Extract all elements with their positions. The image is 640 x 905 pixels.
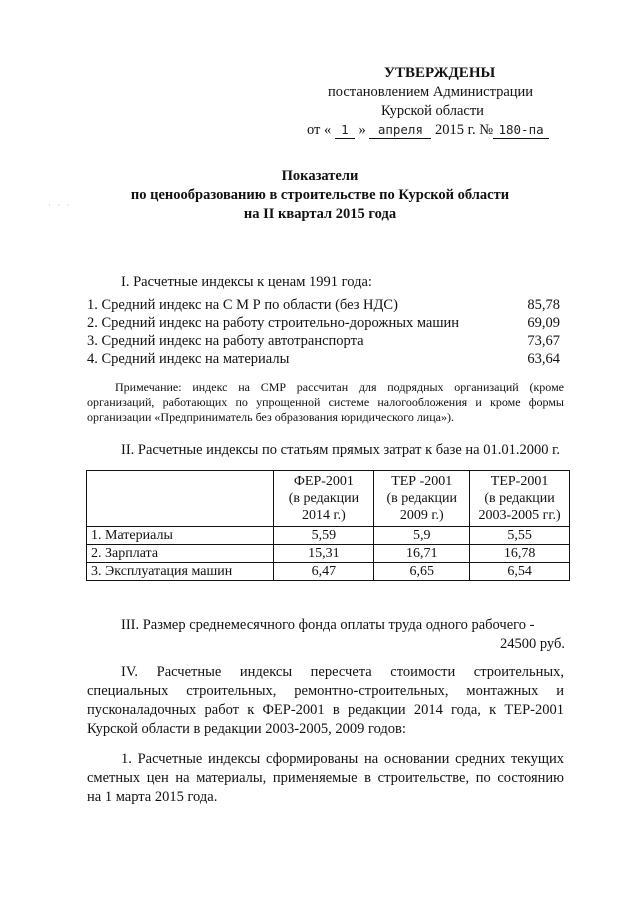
col-2-year: 2009 г.) [399, 508, 444, 523]
col-2-edition: (в редакции [386, 491, 457, 506]
decree-number: 180-па [493, 122, 549, 139]
date-mid: » [358, 122, 366, 138]
date-day: 1 [335, 122, 355, 139]
index-item-3-label: 3. Средний индекс на работу автотранспорта [87, 333, 364, 349]
direct-costs-table [86, 470, 570, 581]
row-2-value-3: 16,78 [470, 545, 570, 563]
row-1-value-1: 5,59 [274, 527, 374, 545]
section3-text: III. Размер среднемесячного фонда оплаты труда одного рабочего - [121, 617, 535, 633]
index-item-2-label: 2. Средний индекс на работу строительно-дорожных машин [87, 315, 460, 331]
index-item-2-value: 69,09 [527, 315, 560, 331]
table-row [87, 563, 570, 581]
table-header-col-1 [274, 471, 374, 527]
index-item-1-label: 1. Средний индекс на С М Р по области (без НДС) [87, 297, 398, 313]
section4-line-3: пусконаладочных работ к ФЕР-2001 в редакции 2014 года, к ТЕР-2001 [87, 702, 564, 718]
col-3-year: 2003-2005 гг.) [478, 508, 561, 523]
table-row [87, 527, 570, 545]
row-1-label: 1. Материалы [87, 527, 274, 545]
note-line-2: организаций, работающих по упрощенной системе налогообложения и кроме формы [87, 395, 564, 409]
table-header-col-2 [374, 471, 470, 527]
section4-item1-line-1: 1. Расчетные индексы сформированы на основании средних текущих [121, 751, 564, 767]
section1-heading: I. Расчетные индексы к ценам 1991 года: [121, 274, 372, 290]
table-header-col-3 [470, 471, 570, 527]
section4-line-4: Курской области в редакции 2003-2005, 2009 годов: [87, 721, 406, 737]
col-3-edition: (в редакции [484, 491, 555, 506]
table-row [87, 545, 570, 563]
section4-item1-line-3: на 1 марта 2015 года. [87, 789, 218, 805]
approval-line-1: постановлением Администрации [328, 84, 534, 100]
date-year: 2015 г. № [435, 122, 494, 138]
row-3-value-1: 6,47 [274, 563, 374, 581]
index-item-1-value: 85,78 [527, 297, 560, 313]
row-3-value-3: 6,54 [470, 563, 570, 581]
row-1-value-2: 5,9 [374, 527, 470, 545]
section4-line-1: IV. Расчетные индексы пересчета стоимости строительных, [121, 664, 564, 680]
section3-amount: 24500 руб. [500, 636, 565, 652]
date-month: апреля [369, 122, 431, 139]
doc-title-line-1: Показатели [281, 168, 359, 184]
col-1-edition: (в редакции [288, 491, 360, 506]
approval-date-line [307, 122, 549, 139]
row-2-label: 2. Зарплата [87, 545, 274, 563]
doc-title-line-3: на II квартал 2015 года [243, 206, 397, 222]
approval-title: УТВЕРЖДЕНЫ [384, 65, 496, 81]
date-prefix: от « [307, 122, 332, 138]
row-3-value-2: 6,65 [374, 563, 470, 581]
section2-heading: II. Расчетные индексы по статьям прямых затрат к базе на 01.01.2000 г. [121, 442, 561, 458]
index-item-4-value: 63,64 [527, 351, 560, 367]
note-line-3: организации «Предприниматель без образования юридического лица»). [87, 410, 454, 424]
doc-title-line-2: по ценообразованию в строительстве по Курской области [130, 187, 510, 203]
section4-line-2: специальных строительных, ремонтно-строительных, монтажных и [87, 683, 564, 699]
col-3-name: ТЕР-2001 [490, 474, 549, 489]
row-1-value-3: 5,55 [470, 527, 570, 545]
col-1-name: ФЕР-2001 [293, 474, 354, 489]
table-header-row [87, 471, 570, 527]
note-line-1: Примечание: индекс на СМР рассчитан для подрядных организаций (кроме [115, 380, 564, 394]
section4-item1-line-2: сметных цен на материалы, применяемые в строительстве, по состоянию [87, 770, 564, 786]
row-2-value-1: 15,31 [274, 545, 374, 563]
scan-artifact: · · · [48, 200, 72, 210]
index-item-3-value: 73,67 [527, 333, 560, 349]
col-2-name: ТЕР -2001 [391, 474, 453, 489]
row-2-value-2: 16,71 [374, 545, 470, 563]
row-3-label: 3. Эксплуатация машин [87, 563, 274, 581]
index-item-4-label: 4. Средний индекс на материалы [87, 351, 290, 367]
table-header-empty [87, 471, 274, 527]
col-1-year: 2014 г.) [301, 508, 346, 523]
approval-line-2: Курской области [381, 103, 484, 119]
